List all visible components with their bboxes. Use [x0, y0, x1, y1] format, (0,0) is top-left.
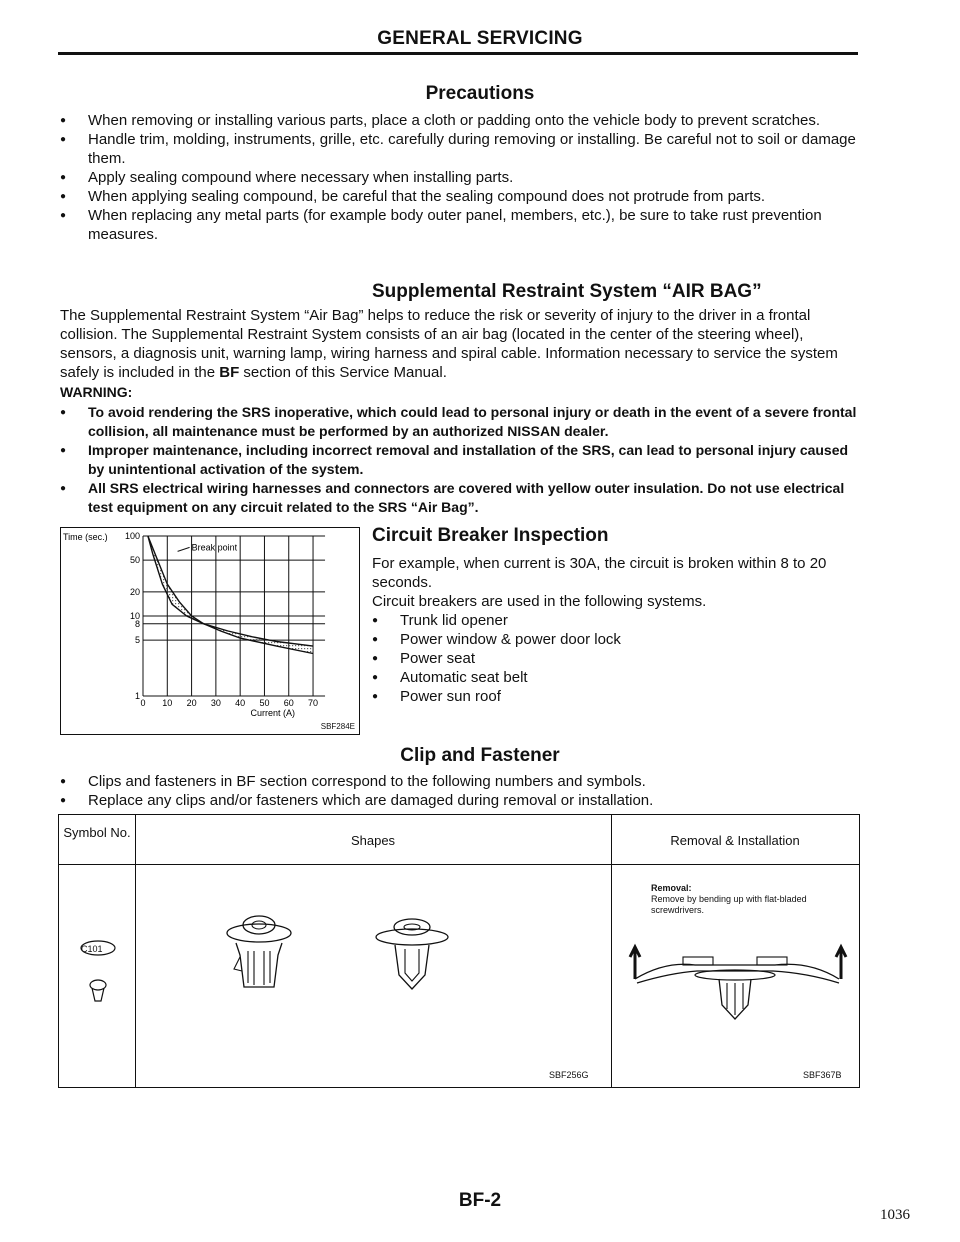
clip-item: ● Clips and fasteners in BF section correspond to the following numbers and symbols.: [60, 772, 860, 791]
col-shapes-header: Shapes: [350, 833, 396, 848]
y-tick-label: 100: [124, 531, 140, 541]
system-item: ● Power seat: [372, 649, 860, 668]
precautions-list: [60, 111, 860, 244]
y-tick-label: 10: [129, 611, 140, 621]
chart-band-area: [148, 536, 313, 654]
symbol-code: C101: [81, 944, 103, 954]
page-number: 1036: [880, 1207, 910, 1223]
annotation-leader: [178, 547, 190, 551]
page-header-title: GENERAL SERVICING: [377, 28, 583, 49]
clip-list: [60, 772, 860, 810]
removal-illustration-icon: [625, 939, 851, 1029]
y-tick-label: 50: [129, 555, 140, 566]
system-item: ● Automatic seat belt: [372, 668, 860, 687]
removal-figure-code: SBF367B: [803, 1070, 842, 1080]
clip-shape-side-icon: [214, 907, 304, 1002]
srs-heading: Supplemental Restraint System “AIR BAG”: [372, 281, 762, 302]
y-axis-label: Time (sec.): [63, 532, 108, 542]
precaution-item: ● Handle trim, molding, instruments, grille, etc. carefully during removing or installing. Be careful not to soil or damage them.: [60, 130, 860, 168]
system-item: ● Trunk lid opener: [372, 611, 860, 630]
chart-figure-code: SBF284E: [320, 722, 355, 731]
table-divider: [611, 815, 612, 1087]
x-tick-label: 50: [259, 698, 270, 708]
circuit-breaker-text2: Circuit breakers are used in the following systems.: [372, 593, 707, 610]
table-divider: [135, 815, 136, 1087]
y-tick-label: 5: [134, 635, 140, 646]
chart-svg: [61, 528, 359, 734]
clip-shape-front-icon: [367, 907, 457, 1002]
precautions-heading: Precautions: [425, 83, 535, 104]
srs-intro: The Supplemental Restraint System “Air Bag” helps to reduce the risk or severity of injury to the driver in a frontal collision. The Supplemental Restraint System consists of an air bag (located in the center of the steering wheel), sensors, a diagnosis unit, warning lamp, wiring harness and spiral cable. Information necessary to service the system safely is included in the BF section of this Service Manual.: [60, 307, 838, 381]
warning-list: [60, 403, 860, 517]
col-removal-header: Removal & Installation: [670, 833, 800, 848]
x-tick-label: 20: [186, 698, 197, 708]
x-tick-label: 40: [235, 698, 246, 708]
removal-title: Removal:: [651, 883, 692, 893]
removal-text: Remove by bending up with flat-bladed screwdrivers.: [651, 894, 807, 915]
systems-list: [372, 611, 860, 706]
system-item: ● Power sun roof: [372, 687, 860, 706]
y-tick-label: 1: [134, 691, 140, 701]
col-symbol-header: Symbol No.: [63, 825, 131, 840]
page-label: BF-2: [458, 1190, 502, 1211]
y-tick-label: 8: [134, 618, 140, 629]
x-tick-label: 70: [308, 698, 319, 708]
x-tick-label: 60: [283, 698, 294, 708]
precaution-item: ● When replacing any metal parts (for example body outer panel, members, etc.), be sure to take rust prevention measures.: [60, 206, 860, 244]
header-rule: [58, 52, 858, 55]
clip-table: [58, 814, 860, 1088]
precaution-item: ● When applying sealing compound, be careful that the sealing compound does not protrude from parts.: [60, 187, 860, 206]
circuit-breaker-chart: [60, 527, 360, 735]
x-tick-label: 30: [210, 698, 221, 708]
y-tick-label: 20: [129, 586, 140, 597]
clip-item: ● Replace any clips and/or fasteners which are damaged during removal or installation.: [60, 791, 860, 810]
warning-item: ● Improper maintenance, including incorrect removal and installation of the SRS, can lead to personal injury caused by unintentional activation of the system.: [60, 441, 860, 479]
x-tick-label: 0: [140, 698, 146, 708]
precaution-item: ● Apply sealing compound where necessary when installing parts.: [60, 168, 860, 187]
warning-item: ● All SRS electrical wiring harnesses and connectors are covered with yellow outer insulation. Do not use electrical test equipment on any circuit related to the SRS “Air Bag”.: [60, 479, 860, 517]
warning-title: WARNING:: [60, 384, 133, 400]
shapes-figure-code: SBF256G: [549, 1070, 589, 1080]
x-axis-label: Current (A): [250, 708, 295, 718]
table-header-rule: [59, 864, 859, 865]
x-tick-label: 10: [162, 698, 173, 708]
annotation-break-point: Break point: [191, 542, 238, 553]
precaution-item: ● When removing or installing various parts, place a cloth or padding onto the vehicle body to prevent scratches.: [60, 111, 860, 130]
circuit-breaker-text1: For example, when current is 30A, the circuit is broken within 8 to 20 seconds.: [372, 555, 827, 591]
warning-item: ● To avoid rendering the SRS inoperative, which could lead to personal injury or death in the event of a severe frontal collision, all maintenance must be performed by an authorized NISSAN dealer.: [60, 403, 860, 441]
circuit-breaker-heading: Circuit Breaker Inspection: [372, 525, 609, 546]
clip-heading: Clip and Fastener: [400, 745, 560, 766]
system-item: ● Power window & power door lock: [372, 630, 860, 649]
